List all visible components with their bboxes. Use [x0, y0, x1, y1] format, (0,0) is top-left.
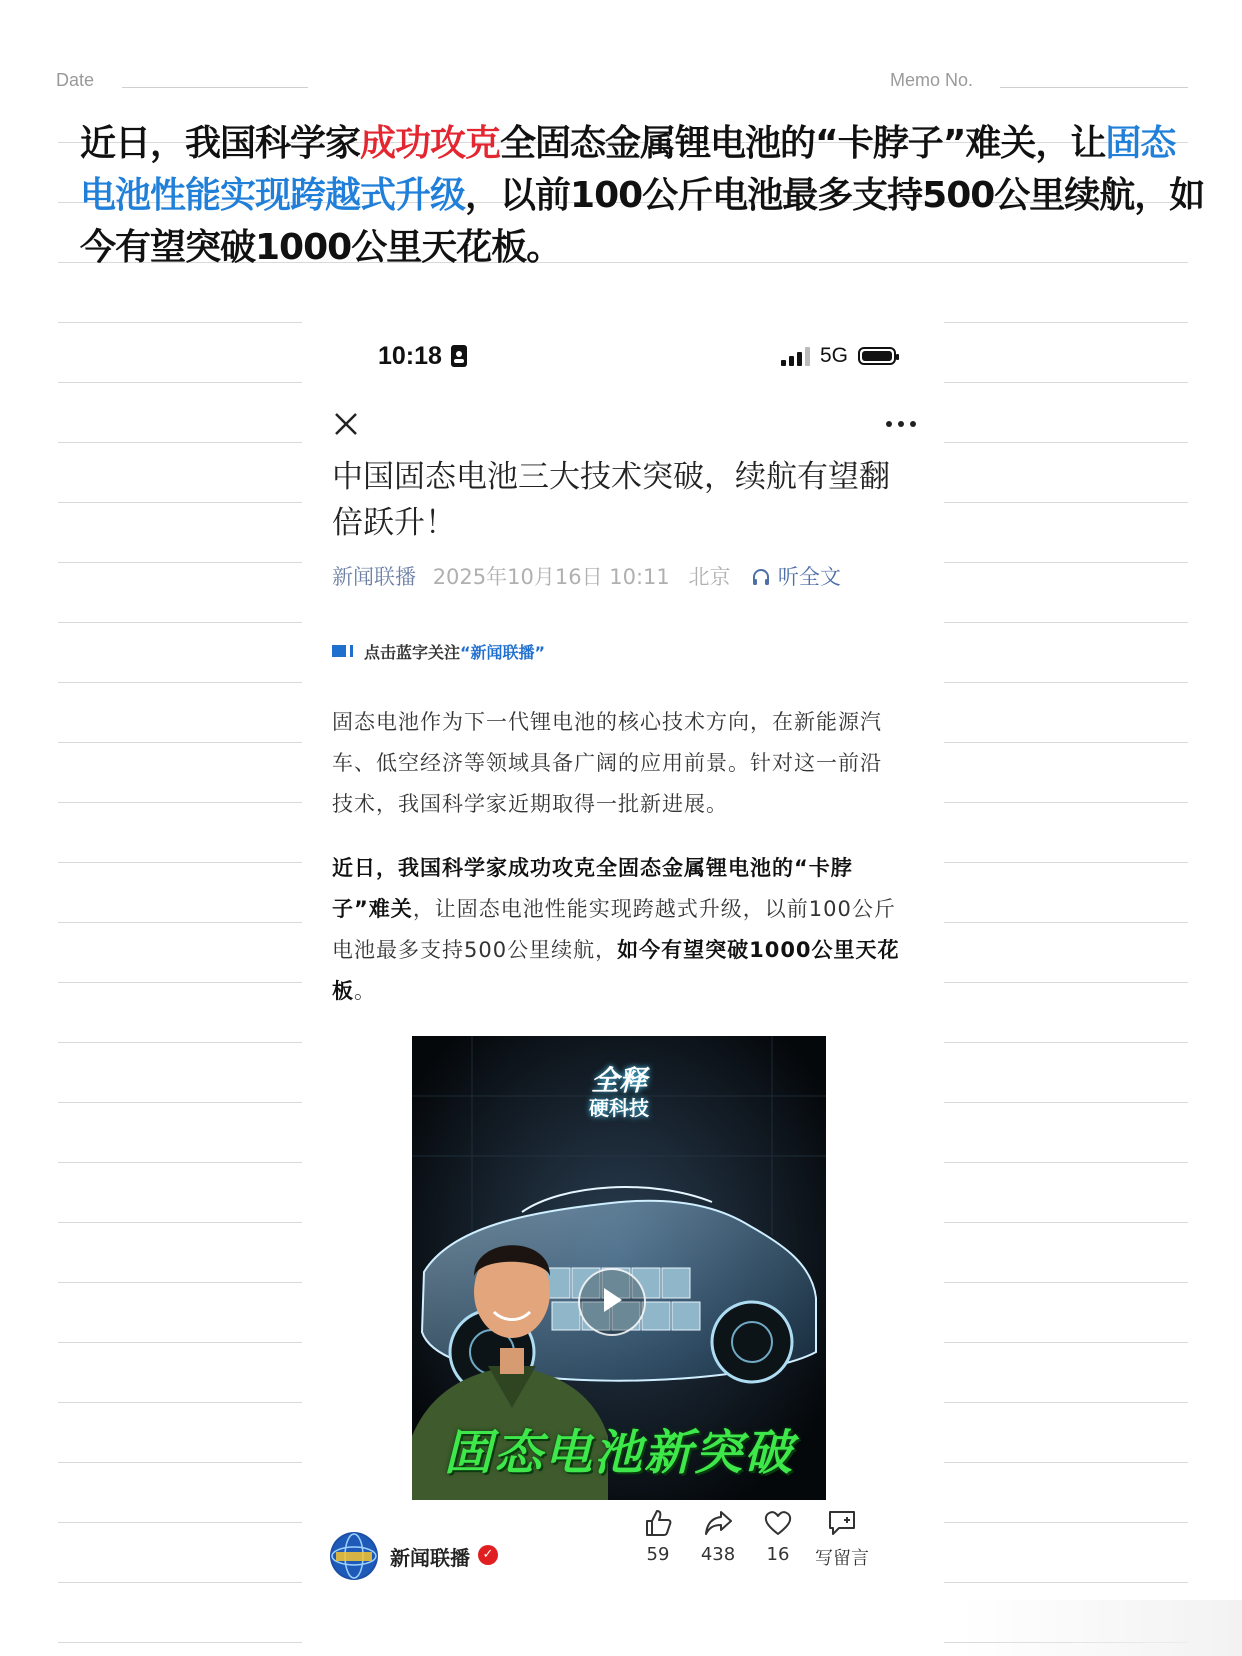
follow-prefix: 点击蓝字关注 — [364, 643, 461, 662]
video-caption: 固态电池新突破 — [443, 1425, 794, 1481]
edge-fade — [960, 1600, 1242, 1656]
headphones-icon — [751, 568, 771, 586]
article-paragraph-2 — [332, 848, 902, 1012]
id-card-icon — [451, 345, 467, 367]
play-icon — [578, 1268, 642, 1332]
follow-account-link[interactable]: “新闻联播” — [460, 643, 546, 662]
para2-bold-1: 近日，我国科学家成功攻克全固态金属锂电池的“卡脖子”难关 — [332, 856, 853, 921]
status-time — [378, 342, 467, 371]
thumbs-up-icon — [643, 1508, 673, 1538]
video-thumbnail[interactable] — [412, 1036, 826, 1510]
close-icon[interactable] — [332, 410, 360, 438]
article-location: 北京 — [688, 565, 731, 589]
account-name[interactable]: 新闻联播 — [390, 1546, 470, 1570]
network-type: 5G — [819, 344, 848, 367]
blue-bar-icon — [332, 645, 356, 659]
date-line — [122, 87, 308, 88]
headline-highlight-blue: 固态电池性能实现跨越式升级 — [80, 123, 1176, 216]
account-avatar[interactable] — [330, 1532, 378, 1580]
para2-end: 。 — [354, 979, 376, 1003]
status-right — [781, 340, 896, 372]
memo-no-line — [1000, 87, 1188, 88]
date-label: Date — [56, 70, 95, 90]
headline-part: 近日，我国科学家 — [80, 123, 361, 164]
heart-icon — [763, 1508, 793, 1538]
globe-logo-icon — [330, 1532, 378, 1580]
video-badge — [562, 1066, 676, 1120]
signal-icon — [781, 346, 810, 366]
like-count: 59 — [646, 1544, 670, 1565]
memo-no-label: Memo No. — [890, 70, 974, 90]
comment-label: 写留言 — [815, 1548, 869, 1569]
article-source-link[interactable]: 新闻联播 — [332, 565, 416, 589]
video-badge-line2: 硬科技 — [589, 1096, 649, 1120]
article-meta — [332, 561, 841, 591]
phone-screenshot — [302, 310, 944, 1656]
headline-part: ，以前100公斤电池最多支持500公里续航，如今有望突破1000公里天花板。 — [80, 175, 1205, 268]
share-count: 438 — [700, 1544, 736, 1565]
favorite-button[interactable] — [748, 1508, 808, 1565]
share-button[interactable] — [688, 1508, 748, 1565]
para2-bold-2: 如今有望突破1000公里天花板 — [332, 938, 900, 1003]
listen-button[interactable] — [751, 565, 841, 589]
comment-icon — [827, 1508, 857, 1538]
bottom-bar — [302, 1500, 944, 1656]
status-time-text: 10:18 — [378, 342, 442, 370]
video-badge-line1: 全释 — [590, 1064, 647, 1097]
verified-badge-icon: ✓ — [478, 1545, 498, 1565]
comment-button[interactable] — [806, 1508, 878, 1570]
favorite-count: 16 — [766, 1544, 790, 1565]
follow-prompt[interactable] — [332, 640, 545, 663]
battery-icon — [858, 347, 896, 365]
headline-highlight-red: 成功攻克 — [360, 123, 501, 164]
headline-part: 全固态金属锂电池的“卡脖子”难关，让 — [500, 123, 1106, 164]
headline — [80, 118, 1210, 274]
article-title: 中国固态电池三大技术突破，续航有望翻倍跃升！ — [332, 459, 890, 541]
play-button[interactable] — [578, 1268, 646, 1336]
more-options-icon[interactable] — [884, 414, 918, 434]
article-datetime: 2025年10月16日 10:11 — [432, 565, 670, 589]
article-paragraph-1: 固态电池作为下一代锂电池的核心技术方向，在新能源汽车、低空经济等领域具备广阔的应用前景。针对这一前沿技术，我国科学家近期取得一批新进展。 — [332, 710, 882, 816]
like-button[interactable] — [628, 1508, 688, 1565]
share-icon — [703, 1508, 733, 1538]
para2-normal: ，让固态电池性能实现跨越式升级，以前100公斤电池最多支持500公里续航， — [332, 897, 896, 962]
listen-label: 听全文 — [777, 565, 841, 589]
